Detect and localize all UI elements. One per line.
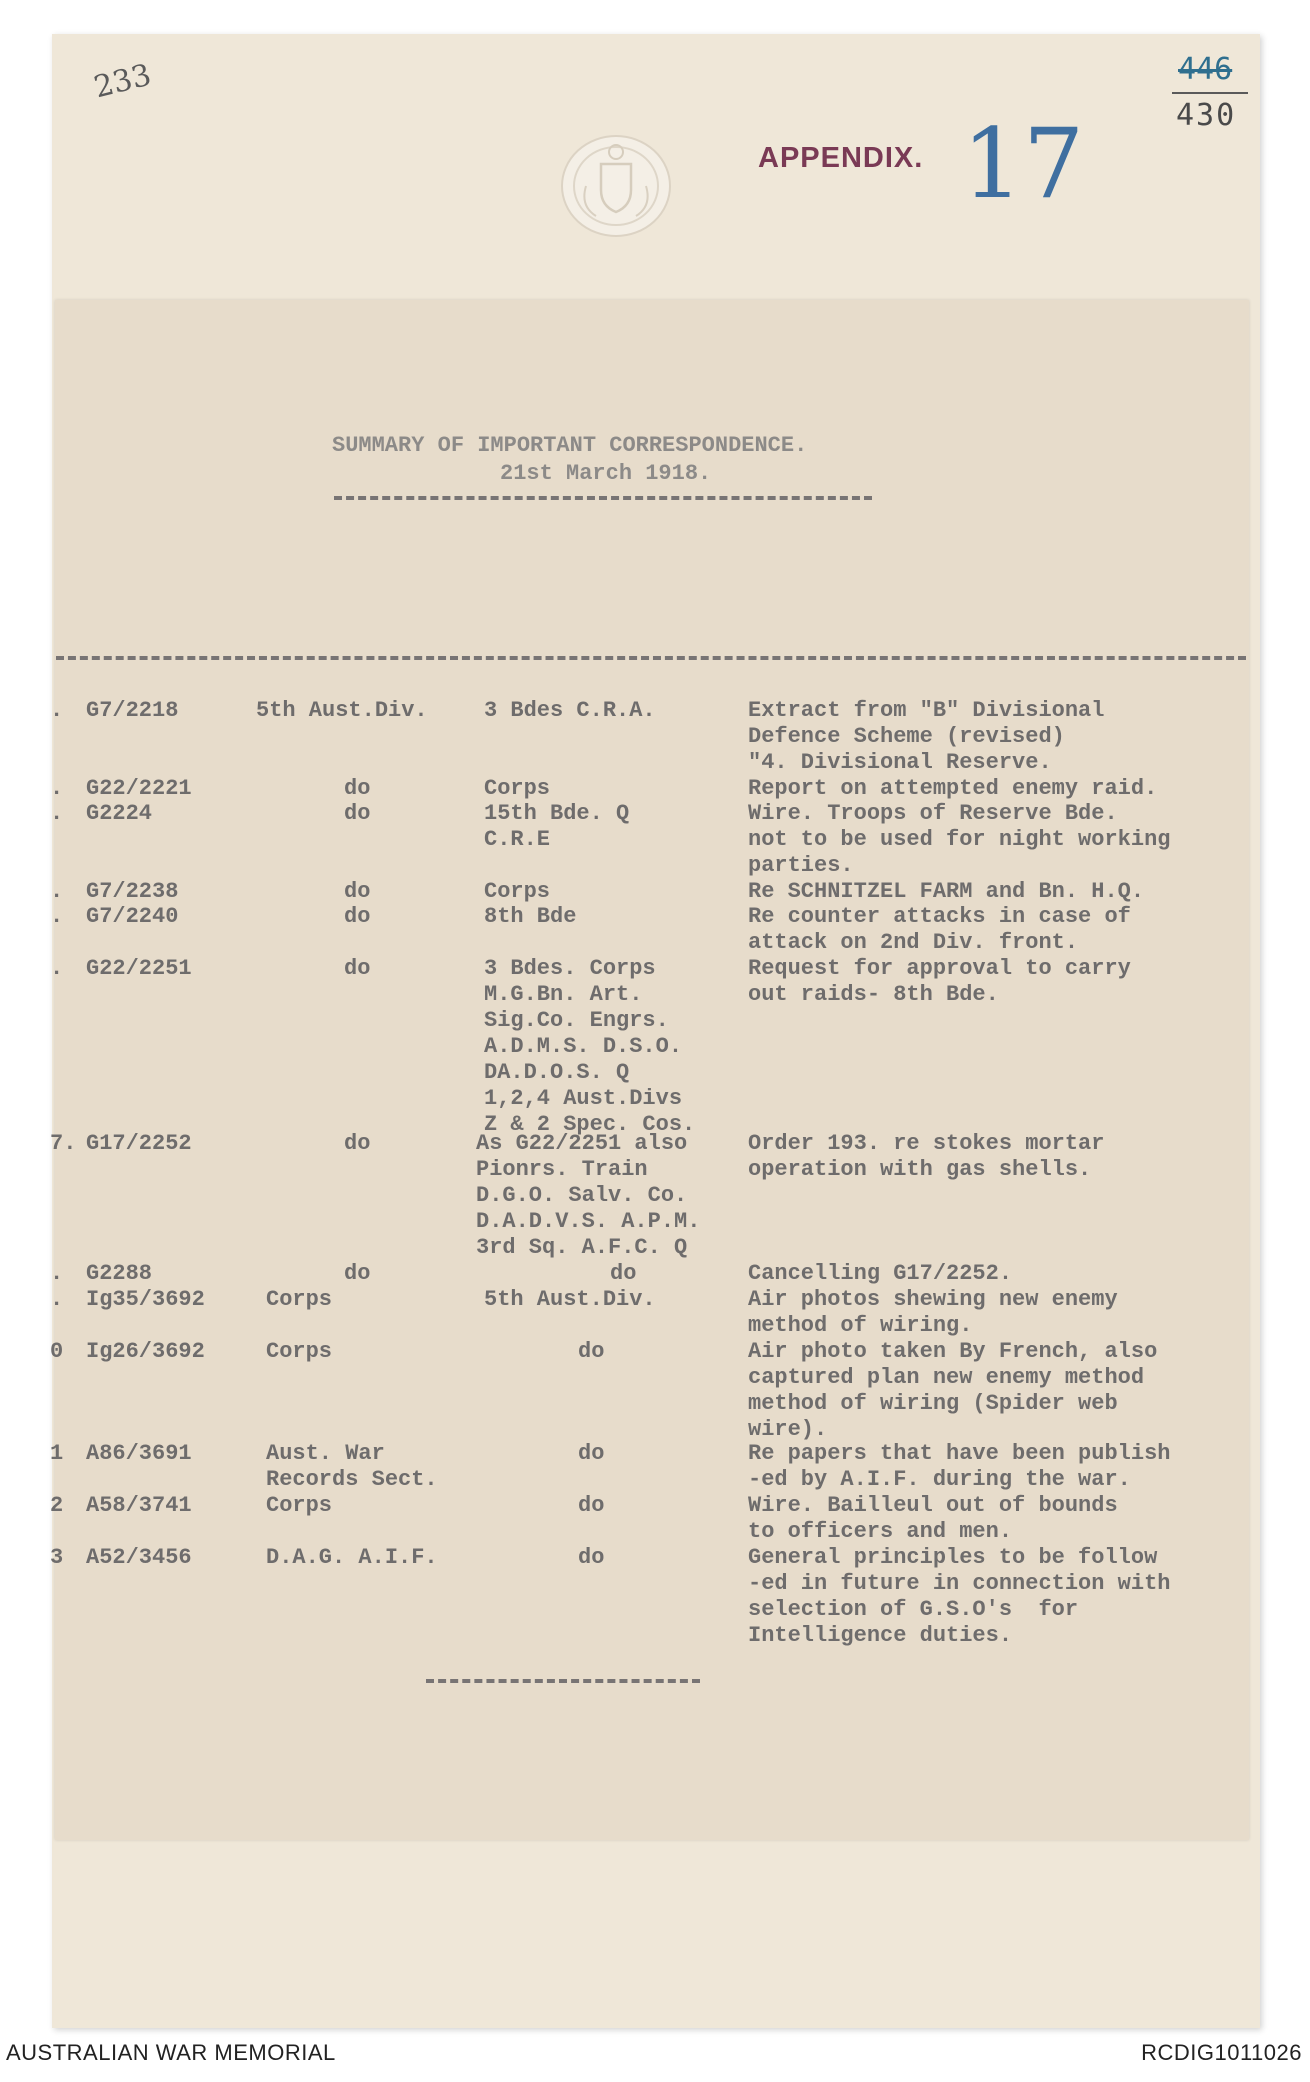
entry-number: 0 [50,1339,64,1364]
entry-from: Corps [266,1287,333,1312]
document-title: SUMMARY OF IMPORTANT CORRESPONDENCE. [332,433,808,458]
footer-left: AUSTRALIAN WAR MEMORIAL [6,2040,336,2065]
entry-reference: G17/2252 [86,1131,192,1156]
entry-number: . [50,879,64,904]
entry-subject: Extract from "B" Divisional Defence Scheme (revised) "4. Divisional Reserve. [748,698,1105,775]
entry-to: 5th Aust.Div. [484,1287,656,1312]
entry-reference: G7/2218 [86,698,179,723]
entry-from: 5th Aust.Div. [256,698,428,723]
entry-reference: G2288 [86,1261,153,1286]
entry-to: 15th Bde. Q C.R.E [484,801,630,852]
folio-number-struck: 446 [1178,52,1233,87]
entry-number: . [50,1287,64,1312]
entry-to: Corps [484,776,551,801]
entry-number: . [50,776,64,801]
entry-from: do [344,956,371,981]
entry-to: As G22/2251 also Pionrs. Train D.G.O. Salv. Co. D.A.D.V.S. A.P.M. 3rd Sq. A.F.C. Q [476,1131,701,1260]
entry-reference: G7/2238 [86,879,179,904]
appendix-number-handwritten: 17 [962,108,1085,220]
embossed-crest-icon [556,124,676,244]
entry-subject: Report on attempted enemy raid. [748,776,1158,801]
entry-reference: A58/3741 [86,1493,192,1518]
document-heading [332,432,807,488]
entry-number: 1 [50,1441,64,1466]
entry-to: do [578,1545,605,1570]
entry-to: 3 Bdes C.R.A. [484,698,656,723]
entry-subject: Re papers that have been publish -ed by A.I.F. during the war. [748,1441,1171,1492]
entry-reference: Ig35/3692 [86,1287,205,1312]
entry-from: do [344,1261,371,1286]
entry-from: D.A.G. A.I.F. [266,1545,438,1570]
entry-subject: Cancelling G17/2252. [748,1261,1013,1286]
entry-subject: Air photos shewing new enemy method of wiring. [748,1287,1118,1338]
folio-number: 430 [1176,98,1237,133]
entry-to: 8th Bde [484,904,577,929]
entry-reference: G2224 [86,801,153,826]
entry-number: 2 [50,1493,64,1518]
title-underline [334,496,872,500]
entry-number: 7. [50,1131,77,1156]
entry-subject: Order 193. re stokes mortar operation with gas shells. [748,1131,1105,1182]
end-rule [426,1679,700,1683]
entry-from: do [344,801,371,826]
entry-subject: General principles to be follow -ed in future in connection with selection of G.S.O's for Intelligence duties. [748,1545,1171,1648]
entry-to: do [578,1339,605,1364]
entry-from: do [344,1131,371,1156]
entry-reference: G22/2251 [86,956,192,981]
entry-to: do [610,1261,637,1286]
entry-number: . [50,698,64,723]
entry-subject: Wire. Bailleul out of bounds to officers and men. [748,1493,1118,1544]
footer-right: RCDIG1011026 [1141,2040,1302,2065]
appendix-stamp: APPENDIX. [758,142,924,174]
entry-number: 3 [50,1545,64,1570]
entry-from: Aust. War Records Sect. [266,1441,438,1492]
entry-reference: A52/3456 [86,1545,192,1570]
entry-reference: A86/3691 [86,1441,192,1466]
document-date: 21st March 1918. [500,461,712,486]
entry-number: . [50,956,64,981]
entry-from: Corps [266,1493,333,1518]
entry-from: do [344,776,371,801]
handwritten-page-number: 233 [90,57,155,106]
entry-number: . [50,904,64,929]
entry-number: . [50,801,64,826]
entry-reference: G7/2240 [86,904,179,929]
entry-from: do [344,904,371,929]
entry-subject: Re SCHNITZEL FARM and Bn. H.Q. [748,879,1145,904]
entry-subject: Re counter attacks in case of attack on 2nd Div. front. [748,904,1131,955]
entry-from: do [344,879,371,904]
entry-to: do [578,1493,605,1518]
entry-subject: Request for approval to carry out raids- 8th Bde. [748,956,1131,1007]
entry-subject: Air photo taken By French, also captured plan new enemy method method of wiring (Spider web wire). [748,1339,1158,1442]
entry-reference: Ig26/3692 [86,1339,205,1364]
entry-to: do [578,1441,605,1466]
entry-reference: G22/2221 [86,776,192,801]
folio-divider [1172,92,1248,94]
table-top-rule [56,656,1246,660]
entry-to: 3 Bdes. Corps M.G.Bn. Art. Sig.Co. Engrs. A.D.M.S. D.S.O. DA.D.O.S. Q 1,2,4 Aust.Divs Z & 2 Spec. Cos. [484,956,696,1137]
entry-subject: Wire. Troops of Reserve Bde. not to be used for night working parties. [748,801,1171,878]
entry-number: . [50,1261,64,1286]
entry-from: Corps [266,1339,333,1364]
entry-to: Corps [484,879,551,904]
